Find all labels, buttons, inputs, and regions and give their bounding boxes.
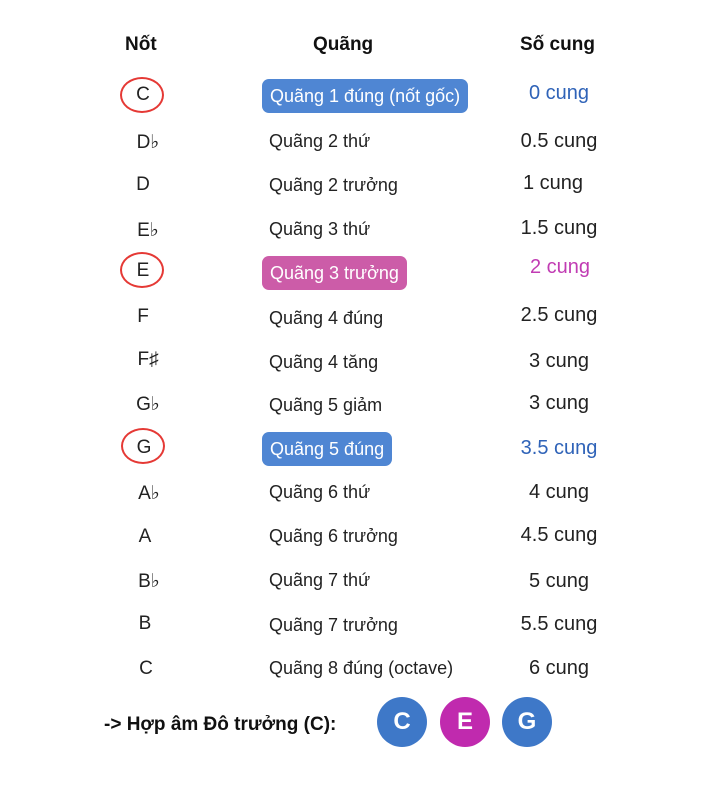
interval-cell: Quãng 6 thứ [269, 482, 371, 502]
interval-cell: Quãng 4 đúng [269, 308, 384, 328]
semitones-cell: 5 cung [528, 570, 590, 592]
note-cell: C [139, 658, 153, 679]
interval-cell: Quãng 7 thứ [269, 570, 371, 590]
semitones-cell: 2 cung [529, 256, 591, 278]
header-note: Nốt [125, 34, 157, 55]
note-cell: B♭ [138, 571, 160, 592]
note-cell: G♭ [136, 394, 160, 415]
interval-cell: Quãng 7 trưởng [269, 615, 398, 635]
semitones-cell: 0.5 cung [520, 130, 598, 152]
header-interval: Quãng [313, 34, 374, 55]
interval-highlight: Quãng 5 đúng [262, 432, 392, 466]
note-cell: F♯ [137, 349, 159, 370]
header-semitones: Số cung [520, 34, 595, 55]
semitones-cell: 2.5 cung [520, 304, 598, 326]
note-cell: E [136, 260, 150, 281]
interval-cell: Quãng 6 trưởng [269, 526, 398, 546]
note-cell: F [137, 306, 149, 327]
note-cell: E♭ [137, 220, 159, 241]
interval-highlight: Quãng 3 trưởng [262, 256, 407, 290]
semitones-cell: 3 cung [528, 392, 590, 414]
semitones-cell: 1 cung [522, 172, 584, 194]
semitones-cell: 4.5 cung [520, 524, 598, 546]
note-cell: D♭ [136, 132, 160, 153]
interval-cell: Quãng 3 thứ [269, 219, 371, 239]
semitones-cell: 0 cung [528, 82, 590, 104]
chord-note-chip: C [377, 697, 427, 747]
interval-cell: Quãng 2 thứ [269, 131, 371, 151]
note-cell: D [136, 174, 150, 195]
interval-cell: Quãng 5 giảm [269, 395, 383, 415]
note-cell: B [138, 613, 152, 634]
semitones-cell: 4 cung [528, 481, 590, 503]
semitones-cell: 6 cung [528, 657, 590, 679]
semitones-cell: 5.5 cung [520, 613, 598, 635]
chord-note-chip: E [440, 697, 490, 747]
note-cell: A♭ [138, 483, 160, 504]
semitones-cell: 3 cung [528, 350, 590, 372]
chord-note-chip: G [502, 697, 552, 747]
interval-cell: Quãng 8 đúng (octave) [269, 658, 454, 678]
interval-cell: Quãng 4 tăng [269, 352, 379, 372]
note-cell: C [136, 84, 150, 105]
interval-highlight: Quãng 1 đúng (nốt gốc) [262, 79, 468, 113]
semitones-cell: 3.5 cung [520, 437, 598, 459]
interval-cell: Quãng 2 trưởng [269, 175, 398, 195]
semitones-cell: 1.5 cung [520, 217, 598, 239]
note-cell: G [136, 437, 152, 458]
chord-label: -> Hợp âm Đô trưởng (C): [104, 714, 337, 735]
note-cell: A [138, 526, 152, 547]
